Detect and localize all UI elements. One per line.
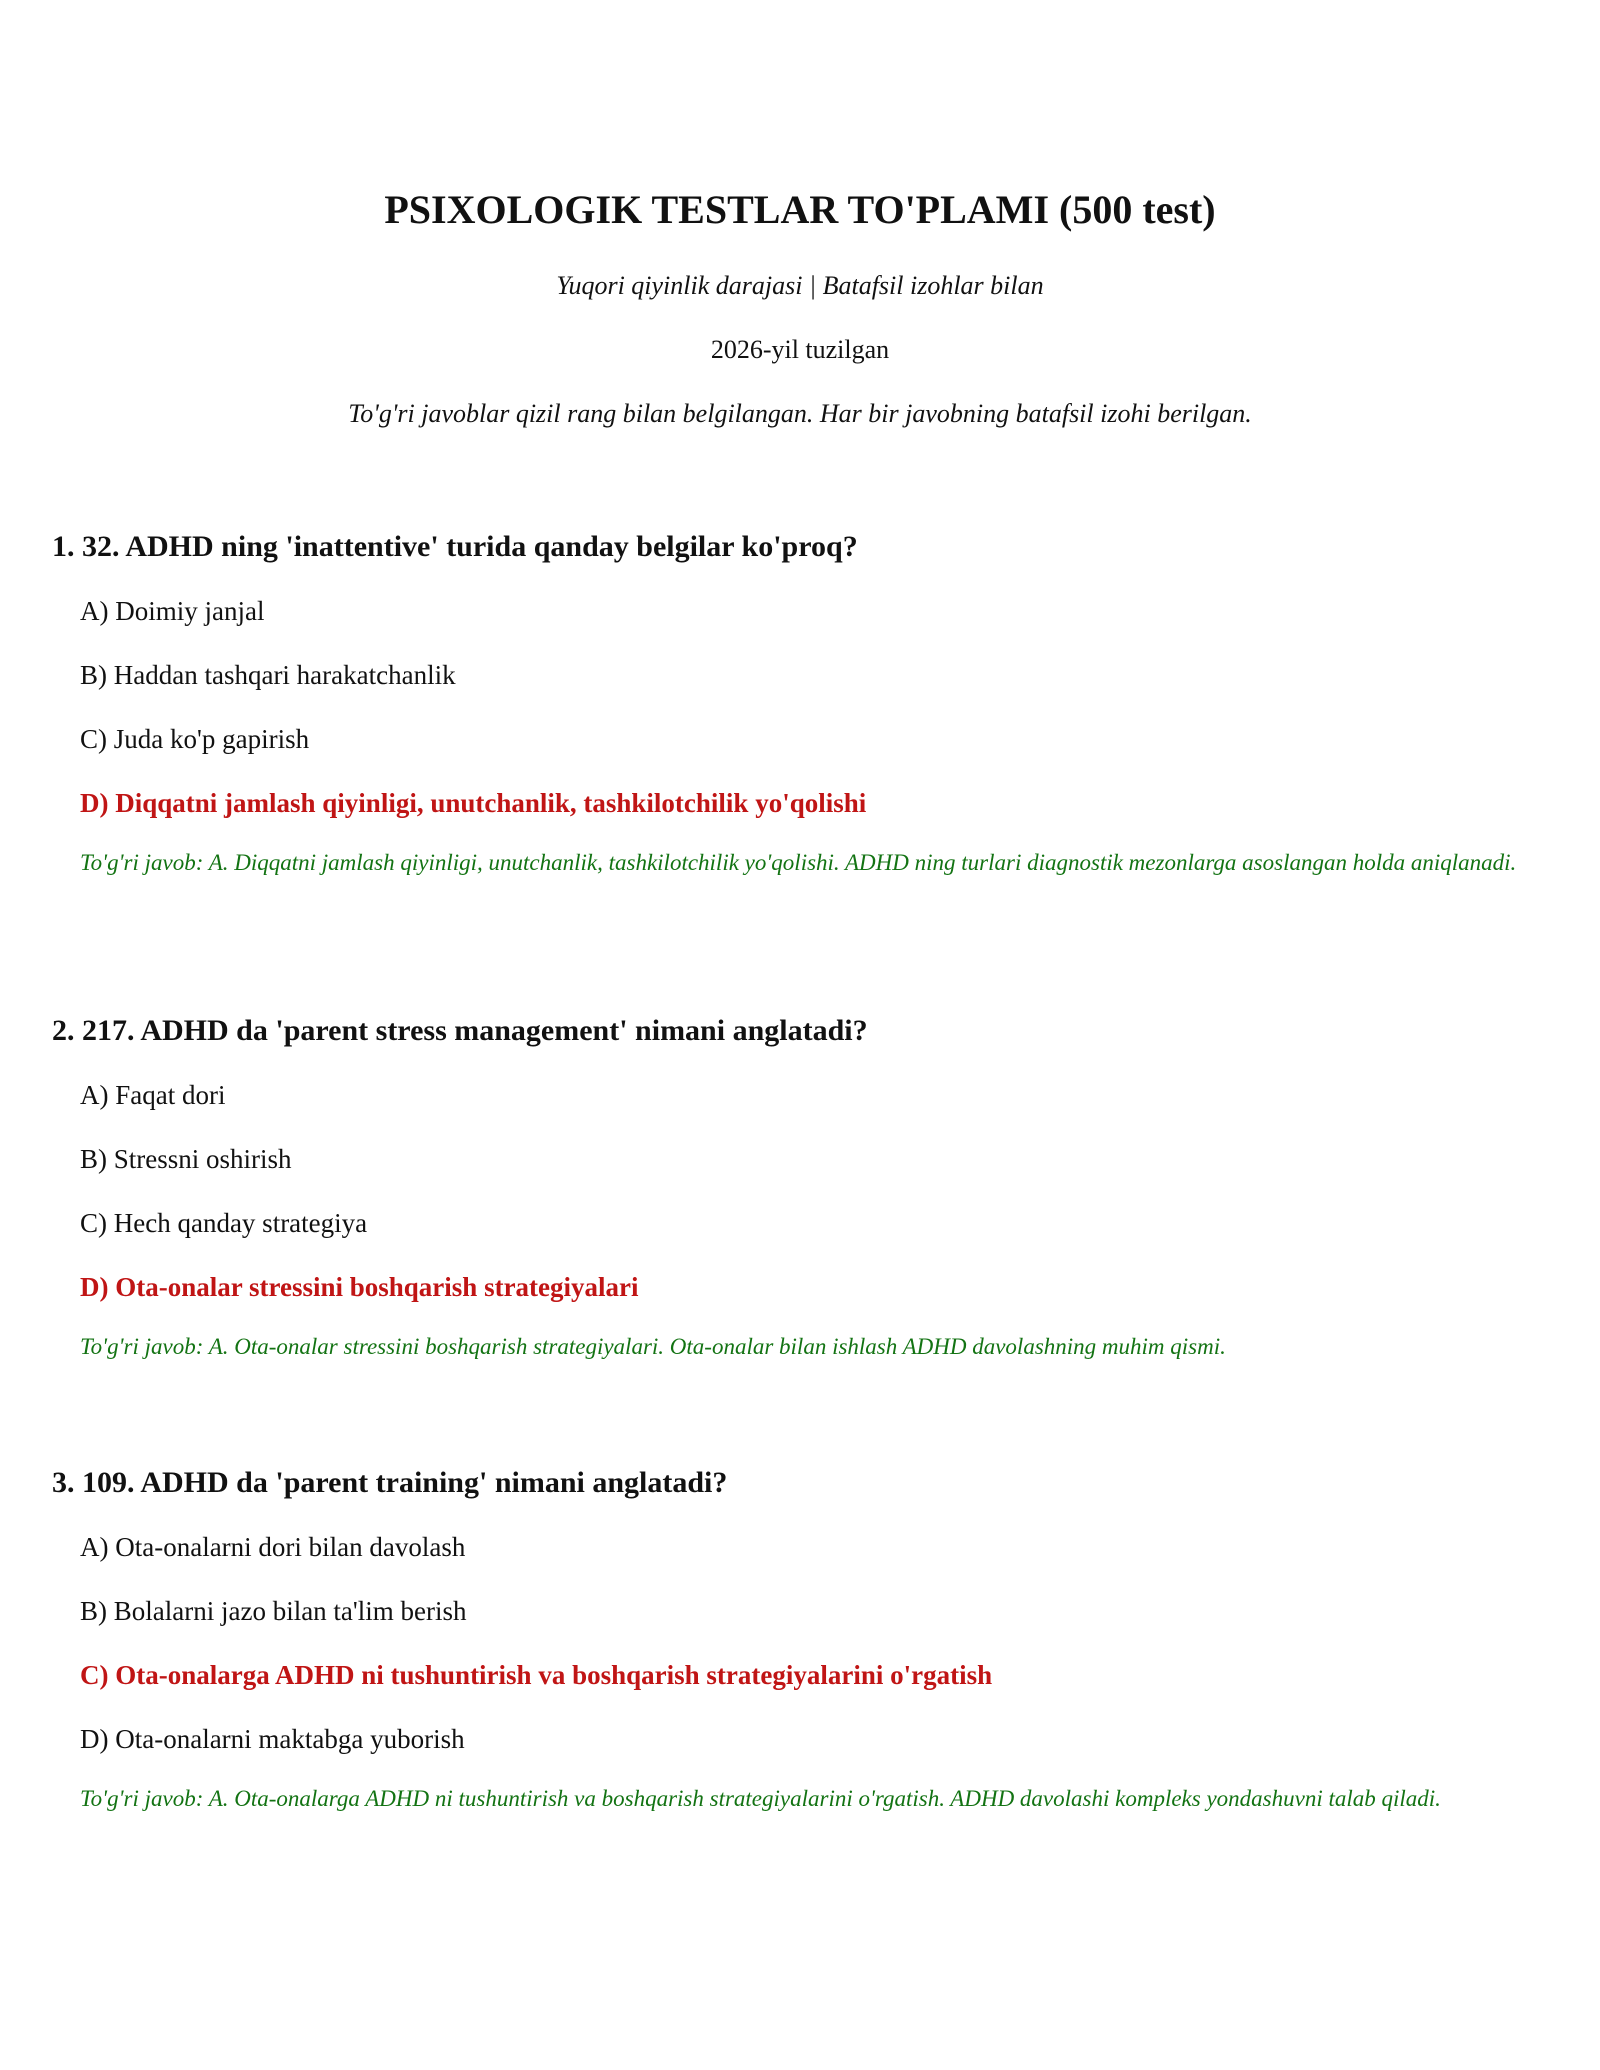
option-d: D) Ota-onalarni maktabga yuborish	[80, 1724, 465, 1754]
question-title: 2. 217. ADHD da 'parent stress management' nimani anglatadi?	[52, 1014, 868, 1047]
document-title: PSIXOLOGIK TESTLAR TO'PLAMI (500 test)	[384, 187, 1216, 232]
question-block-3	[52, 1464, 1552, 1816]
option-b: B) Stressni oshirish	[80, 1144, 292, 1174]
answer-explanation: To'g'ri javob: A. Diqqatni jamlash qiyinligi, unutchanlik, tashkilotchilik yo'qolishi. ADHD ning turlari diagnostik mezonlarga asoslangan holda aniqlanadi.	[80, 850, 1517, 875]
document-note: To'g'ri javoblar qizil rang bilan belgilangan. Har bir javobning batafsil izohi berilgan.	[348, 399, 1252, 428]
question-title: 3. 109. ADHD da 'parent training' nimani anglatadi?	[52, 1466, 728, 1499]
option-c: C) Juda ko'p gapirish	[80, 724, 310, 754]
question-block-2	[52, 1012, 1552, 1364]
option-b: B) Bolalarni jazo bilan ta'lim berish	[80, 1596, 467, 1626]
option-d-correct: D) Ota-onalar stressini boshqarish strategiyalari	[80, 1272, 639, 1302]
document-year: 2026-yil tuzilgan	[710, 335, 890, 364]
answer-explanation: To'g'ri javob: A. Ota-onalarga ADHD ni tushuntirish va boshqarish strategiyalarini o'rgatish. ADHD davolashi kompleks yondashuvni talab qiladi.	[80, 1786, 1441, 1811]
question-block-1	[52, 528, 1552, 880]
answer-explanation: To'g'ri javob: A. Ota-onalar stressini boshqarish strategiyalari. Ota-onalar bilan ishlash ADHD davolashning muhim qismi.	[80, 1334, 1226, 1359]
option-c: C) Hech qanday strategiya	[80, 1208, 368, 1238]
question-title: 1. 32. ADHD ning 'inattentive' turida qanday belgilar ko'proq?	[52, 530, 858, 563]
option-b: B) Haddan tashqari harakatchanlik	[80, 660, 456, 690]
option-a: A) Doimiy janjal	[80, 596, 265, 626]
option-a: A) Faqat dori	[80, 1080, 226, 1110]
option-d-correct: D) Diqqatni jamlash qiyinligi, unutchanlik, tashkilotchilik yo'qolishi	[80, 788, 867, 818]
option-c-correct: C) Ota-onalarga ADHD ni tushuntirish va boshqarish strategiyalarini o'rgatish	[80, 1660, 993, 1690]
option-a: A) Ota-onalarni dori bilan davolash	[80, 1532, 466, 1562]
document-subtitle: Yuqori qiyinlik darajasi | Batafsil izohlar bilan	[556, 271, 1044, 300]
